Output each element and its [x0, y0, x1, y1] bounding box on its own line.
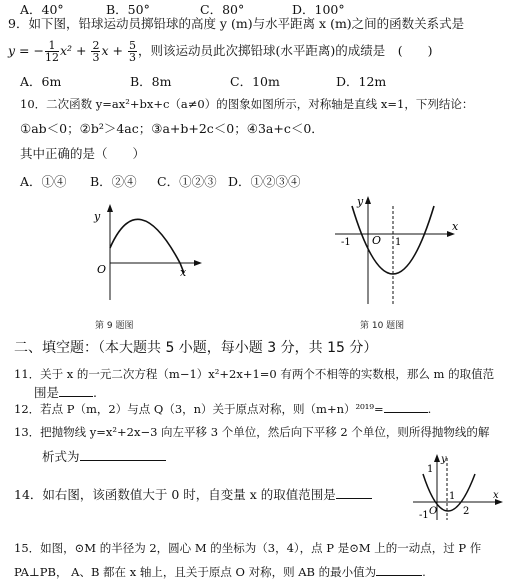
q9-formula-mid1: x² +: [59, 43, 91, 58]
q9-option-c: C．10m: [230, 74, 280, 89]
q9-option-b: B．8m: [130, 74, 172, 89]
fig10-y-label: y: [357, 195, 364, 208]
q11-line2: 围是 .: [34, 385, 97, 400]
q9-formula-mid2: x +: [101, 43, 127, 58]
q15-line2: PA⊥PB， A、B 都在 x 轴上，且关于原点 O 对称，则 AB 的最小值为 .: [14, 565, 426, 579]
q14-line: 14．如右图，该函数值大于 0 时，自变量 x 的取值范围是: [14, 486, 372, 503]
q9-stem: 9．如下图，铅球运动员掷铅球的高度 y (m)与水平距离 x (m)之间的函数关系式是: [8, 16, 465, 31]
q11-answer-blank[interactable]: [59, 384, 93, 397]
fig10-tick-pos: 1: [395, 237, 402, 248]
fig9-graph: [80, 190, 210, 310]
fig14-x-label: x: [493, 490, 499, 501]
fig14-origin: O: [429, 506, 438, 517]
fig9-caption: 第 9 题图: [95, 321, 134, 331]
q9-option-a: A．6m: [20, 74, 62, 89]
q10-conclusions: ①ab＜0；②b²＞4ac；③a+b+2c＜0；④3a+c＜0．: [20, 121, 324, 136]
q11-line1: 11．关于 x 的一元二次方程（m−1）x²+2x+1=0 有两个不相等的实数根，那么 m 的取值范: [14, 367, 495, 381]
fig14-tick-x: 1: [449, 491, 456, 502]
q9-option-d: D．12m: [336, 74, 387, 89]
q15-answer-blank[interactable]: [376, 563, 422, 576]
q12-line: 12．若点 P（m，2）与点 Q（3，n）关于原点对称，则（m+n）²⁰¹⁹= .: [14, 402, 432, 416]
fig14-tick-x2: 2: [463, 506, 470, 517]
q12-answer-blank[interactable]: [384, 400, 428, 413]
q10-option-a: A．①④: [20, 174, 67, 189]
fig10-y-arrow: [365, 196, 371, 204]
q9-frac2: $\frac{2}{3}$: [92, 39, 100, 64]
q10-option-d: D．①②③④: [228, 174, 301, 189]
fig14-y-label: y: [441, 454, 447, 465]
q13-line1: 13．把抛物线 y=x²+2x−3 向左平移 3 个单位，然后向下平移 2 个单位，则所得抛物线的解: [14, 425, 490, 439]
fig9-y-arrow: [107, 204, 113, 212]
q15-line1: 15．如图，⊙M 的半径为 2，圆心 M 的坐标为（3，4），点 P 是⊙M 上的一动点，过 P 作: [14, 541, 482, 555]
fig14-tick-y: 1: [427, 464, 434, 475]
q10-option-b: B．②④: [90, 174, 137, 189]
fig9-y-label: y: [94, 210, 101, 223]
q9-formula-line: [8, 40, 432, 63]
q10-stem: 10．二次函数 y=ax²+bx+c（a≠0）的图象如图所示，对称轴是直线 x=1，下列结论：: [20, 97, 474, 111]
section-2-heading: 二、填空题：（本大题共 5 小题，每小题 3 分，共 15 分）: [14, 340, 378, 356]
q13-line2: 析式为: [42, 448, 166, 465]
q8-option-d: D．100°: [292, 2, 345, 17]
q8-option-c: C．80°: [200, 2, 245, 17]
q9-stem2: ，则该运动员此次掷铅球(水平距离)的成绩是 ( ): [137, 43, 433, 58]
fig10-origin: O: [372, 234, 382, 247]
fig14-y-arrow: [434, 454, 440, 462]
q10-ask: 其中正确的是（ ）: [20, 146, 146, 161]
q9-formula-prefix: y = −: [8, 43, 44, 58]
fig10-graph: [325, 192, 465, 310]
fig14-tick-ym: -1: [419, 510, 429, 521]
q8-option-b: B．50°: [106, 2, 150, 17]
fig9-x-arrow: [194, 260, 202, 266]
q14-answer-blank[interactable]: [336, 486, 372, 499]
q9-frac3: $\frac{5}{3}$: [128, 39, 136, 64]
fig10-caption: 第 10 题图: [360, 321, 405, 331]
fig10-x-label: x: [452, 220, 459, 233]
q13-answer-blank[interactable]: [80, 448, 166, 461]
fig10-tick-neg: -1: [341, 237, 351, 248]
fig14-graph: [405, 452, 505, 522]
fig9-origin: O: [97, 263, 107, 276]
fig9-x-label: x: [180, 266, 187, 279]
q9-frac1: $\frac{1}{12}$: [44, 39, 59, 64]
q10-option-c: C．①②③: [157, 174, 217, 189]
q8-option-a: A．40°: [20, 2, 64, 17]
fig9-curve: [110, 219, 184, 273]
